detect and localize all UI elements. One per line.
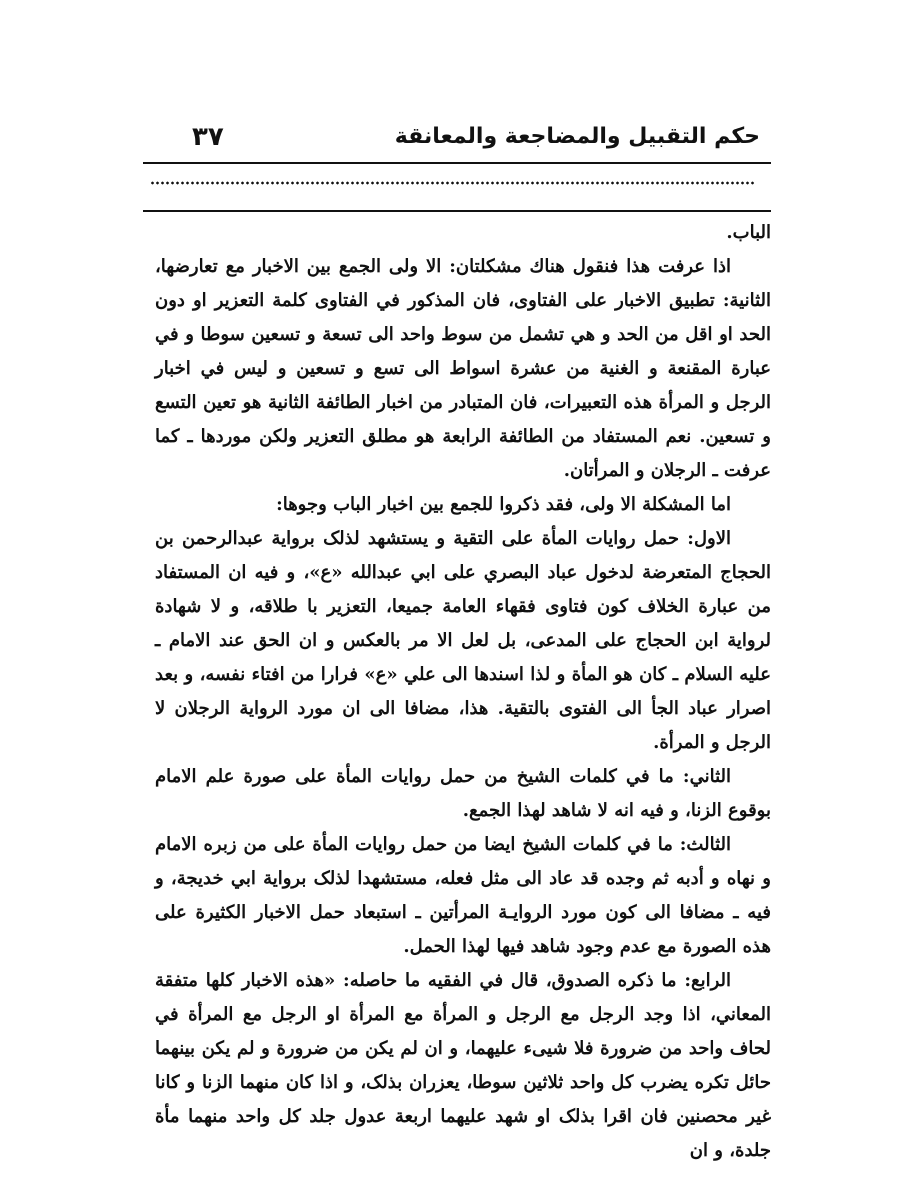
dotted-divider [150, 172, 755, 188]
header-rule [143, 162, 771, 164]
paragraph-3: اما المشكلة الا ولى، فقد ذكروا للجمع بين اخبار الباب وجوها: [276, 494, 731, 515]
paragraph-4: الاول: حمل روايات المأة على التقية و يستشهد لذلک برواية عبدالرحمن بن الحجاج المتعرضة لدخول عباد البصري على ابي عبدالله «ع»، و فيه ان المستفاد من عبارة الخلاف كون فتاوى فقهاء العامة جميعا، التعزير با طلاقه، و لا شهادة لرواية ابن الحجاج على المدعى، بل لعل الا مر بالعكس و ان الحق عند الامام ـ عليه السلام ـ كان هو المأة و لذا اسندها الى علي «ع» فرارا من افتاء نفسه، و بعد اصرار عباد الجأ الى الفتوى بالتقية. هذا، مضافا الى ان مورد الرواية الرجلان لا الرجل و المرأة. [155, 528, 771, 753]
body-rule [143, 210, 771, 212]
paragraph-1: الباب. [726, 222, 771, 243]
running-title: حكم التقبيل والمضاجعة والمعانقة [394, 124, 760, 149]
paragraph-2: اذا عرفت هذا فنقول هناك مشكلتان: الا ولى الجمع بين الاخبار مع تعارضها، الثانية: تطبيق الاخبار على الفتاوى، فان المذكور في الفتاوى كلمة التعزير او دون الحد او اقل من الحد و هي تشمل من سوط واحد الى تسعة و تسعين سوطا و في عبارة المقنعة و الغنية من عشرة اسواط الى تسع و تسعين و ليس في اخبار الرجل و المرأة هذه التعبيرات، فان المتبادر من اخبار الطائفة الثانية هو تعين التسع و تسعين. نعم المستفاد من الطائفة الرابعة هو مطلق التعزير ولكن موردها ـ كما عرفت ـ الرجلان و المرأتان. [155, 256, 771, 481]
page-number: ٣٧ [192, 122, 224, 152]
paragraph-6: الثالث: ما في كلمات الشيخ ايضا من حمل روايات المأة على من زبره الامام و نهاه و أدبه ثم وجده قد عاد الى مثل فعله، مستشهدا لذلک برواية ابي خديجة، و فيه ـ مضافا الى كون مورد الروايـة المرأتين ـ استبعاد حمل الاخبار الكثيرة على هذه الصورة مع عدم وجود شاهد فيها لهذا الحمل. [155, 834, 771, 957]
paragraph-5: الثاني: ما في كلمات الشيخ من حمل روايات المأة على صورة علم الامام بوقوع الزنا، و فيه انه لا شاهد لهذا الجمع. [155, 766, 771, 821]
paragraph-7: الرابع: ما ذكره الصدوق، قال في الفقيه ما حاصله: «هذه الاخبار كلها متفقة المعاني، اذا وجد الرجل مع الرجل و المرأة مع المرأة او الرجل مع المرأة في لحاف واحد من ضرورة فلا شيىء عليهما، و ان لم يكن من ضرورة و لم يكن بينهما حائل تكره يضرب كل واحد ثلاثين سوطا، يعزران بذلک، و اذا كان منهما الزنا و كانا غير محصنين فان اقرا بذلک او شهد عليهما اربعة عدول جلد كل واحد منهما مأة جلدة، و ان [155, 970, 771, 1161]
page-header [150, 118, 770, 162]
body-text [155, 216, 771, 1168]
